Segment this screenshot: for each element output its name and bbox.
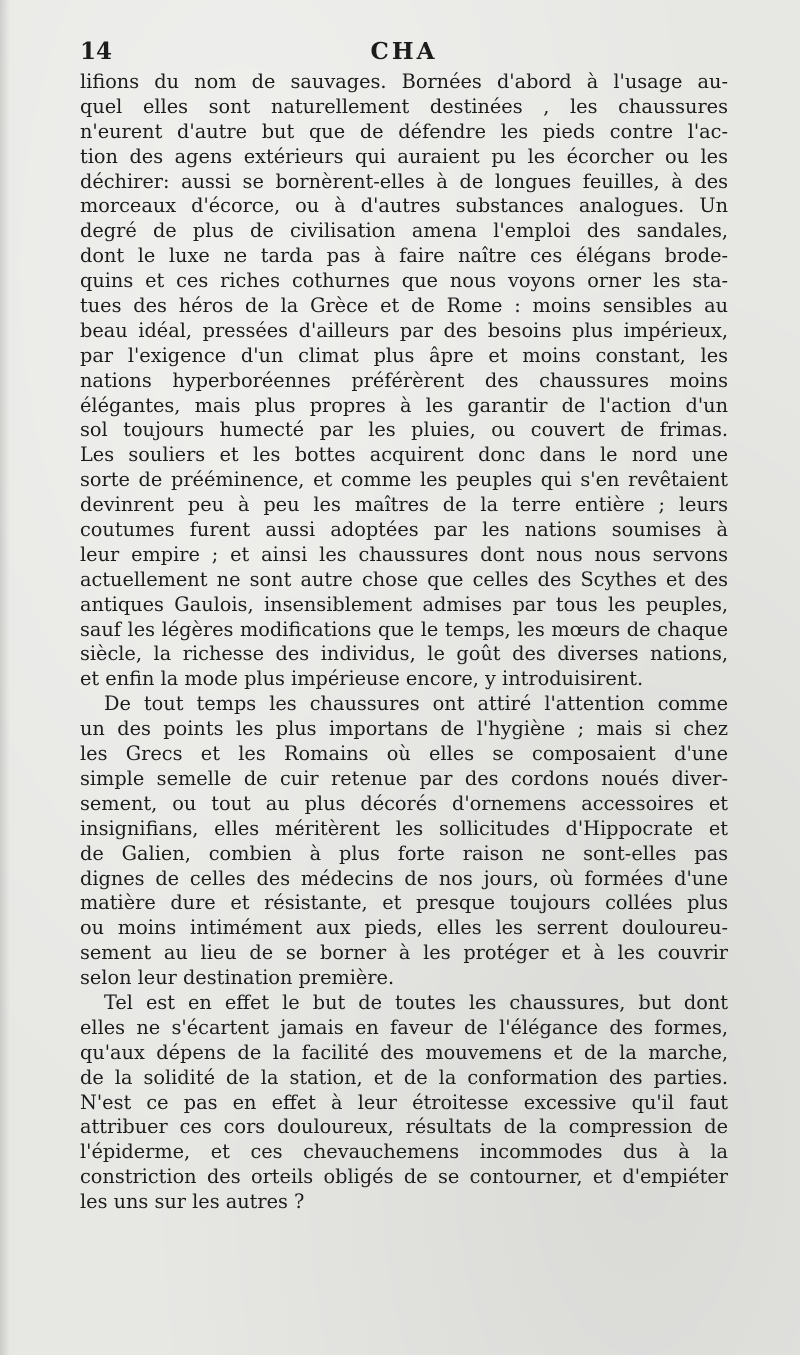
text-line: dignes de celles des médecins de nos jours, où formées d'une — [80, 866, 728, 890]
text-line: constriction des orteils obligés de se contourner, et d'empiéter — [80, 1165, 728, 1189]
text-line: morceaux d'écorce, ou à d'autres substances analogues. Un — [80, 194, 728, 218]
text-line: matière dure et résistante, et presque toujours collées plus — [80, 891, 728, 915]
text-line: qu'aux dépens de la facilité des mouvemens et de la marche, — [80, 1040, 728, 1064]
paragraph-first-line: De tout temps les chaussures ont attiré l'attention comme — [104, 692, 728, 716]
text-line: lifions du nom de sauvages. Bornées d'abord à l'usage au- — [80, 70, 728, 93]
text-line: Les souliers et les bottes acquirent donc dans le nord une — [80, 443, 728, 467]
text-line: élégantes, mais plus propres à les garantir de l'action d'un — [80, 393, 728, 417]
text-line: sauf les légères modifications que le temps, les mœurs de chaque — [80, 617, 728, 641]
text-line: devinrent peu à peu les maîtres de la terre entière ; leurs — [80, 493, 728, 517]
text-line: sol toujours humecté par les pluies, ou couvert de frimas. — [80, 418, 728, 442]
text-line: antiques Gaulois, insensiblement admises par tous les peuples, — [80, 592, 728, 616]
text-line: coutumes furent aussi adoptées par les nations soumises à — [80, 518, 728, 542]
text-line: déchirer: aussi se bornèrent-elles à de longues feuilles, à des — [80, 169, 728, 193]
text-line: un des points les plus importans de l'hygiène ; mais si chez — [80, 717, 728, 741]
text-line: nations hyperboréennes préférèrent des chaussures moins — [80, 368, 728, 392]
text-line: sement au lieu de se borner à les protéger et à les couvrir — [80, 941, 728, 965]
page-number: 14 — [80, 38, 113, 65]
text-line: ou moins intimément aux pieds, elles les serrent douloureu- — [80, 916, 728, 940]
text-line: quel elles sont naturellement destinées , les chaussures — [80, 94, 728, 118]
text-line: actuellement ne sont autre chose que celles des Scythes et des — [80, 567, 728, 591]
text-line: leur empire ; et ainsi les chaussures dont nous nous servons — [80, 542, 728, 566]
page-gutter-shadow — [0, 0, 10, 1355]
text-line: par l'exigence d'un climat plus âpre et moins constant, les — [80, 343, 728, 367]
text-line: de la solidité de la station, et de la conformation des parties. — [80, 1065, 728, 1089]
text-line: attribuer ces cors douloureux, résultats de la compression de — [80, 1115, 728, 1139]
text-line: de Galien, combien à plus forte raison ne sont-elles pas — [80, 841, 728, 865]
body-text — [80, 70, 728, 1215]
text-line: elles ne s'écartent jamais en faveur de l'élégance des formes, — [80, 1015, 728, 1039]
text-line: degré de plus de civilisation amena l'emploi des sandales, — [80, 219, 728, 243]
running-head: CHA — [370, 38, 438, 65]
text-line: n'eurent d'autre but que de défendre les pieds contre l'ac- — [80, 119, 728, 143]
text-line: N'est ce pas en effet à leur étroitesse excessive qu'il faut — [80, 1090, 728, 1114]
text-line: sement, ou tout au plus décorés d'ornemens accessoires et — [80, 791, 728, 815]
text-line: les uns sur les autres ? — [80, 1190, 305, 1214]
text-line: tion des agens extérieurs qui auraient pu les écorcher ou les — [80, 144, 728, 168]
text-line: sorte de prééminence, et comme les peuples qui s'en revêtaient — [80, 468, 728, 492]
text-line: dont le luxe ne tarda pas à faire naître ces élégans brode- — [80, 244, 728, 268]
text-line: beau idéal, pressées d'ailleurs par des besoins plus impérieux, — [80, 318, 728, 342]
paragraph-first-line: Tel est en effet le but de toutes les chaussures, but dont — [104, 990, 728, 1014]
page-header — [80, 38, 728, 70]
text-line: les Grecs et les Romains où elles se composaient d'une — [80, 742, 728, 766]
text-line: et enfin la mode plus impérieuse encore, y introduisirent. — [80, 667, 644, 691]
text-line: tues des héros de la Grèce et de Rome : moins sensibles au — [80, 294, 728, 318]
text-line: siècle, la richesse des individus, le goût des diverses nations, — [80, 642, 728, 666]
text-line: selon leur destination première. — [80, 966, 395, 990]
text-line: l'épiderme, et ces chevauchemens incommodes dus à la — [80, 1140, 728, 1164]
text-line: quins et ces riches cothurnes que nous voyons orner les sta- — [80, 269, 728, 293]
text-line: simple semelle de cuir retenue par des cordons noués diver- — [80, 766, 728, 790]
text-line: insignifians, elles méritèrent les sollicitudes d'Hippocrate et — [80, 816, 728, 840]
